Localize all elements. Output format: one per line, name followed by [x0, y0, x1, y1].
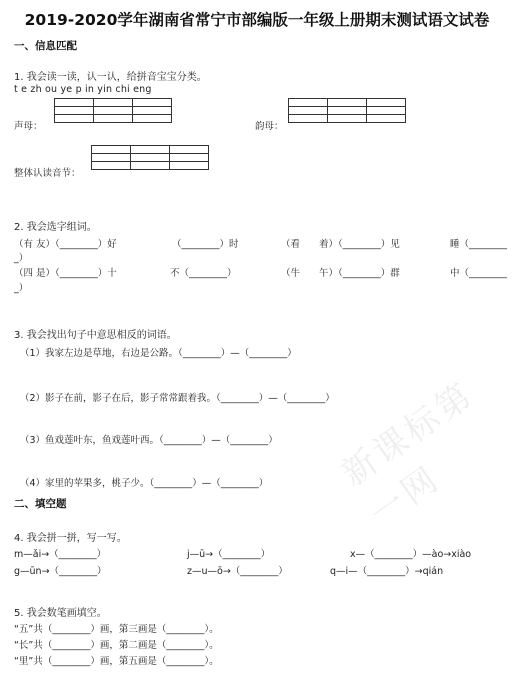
q4-item-6: q—i—（________）→qián	[330, 566, 444, 577]
q2-row1-item2: （________）时	[172, 239, 239, 250]
q2-row1-item4: 睡（________	[450, 239, 508, 250]
question-5-prompt: 5. 我会数笔画填空。	[14, 608, 107, 619]
zhengti-label: 整体认读音节：	[14, 168, 81, 179]
question-2-prompt: 2. 我会选字组词。	[14, 222, 97, 233]
q5-item-3: “里”共（________）画，第五画是（________）。	[14, 656, 219, 667]
question-1-syllables: t e zh ou ye p in yin chi eng	[14, 84, 152, 95]
q3-item-3: （3）鱼戏莲叶东，鱼戏莲叶西。（________）—（________）	[20, 435, 278, 446]
q4-item-2: j—ū→（________）	[187, 549, 271, 560]
q4-item-4: g—ūn→（________）	[14, 566, 107, 577]
q4-item-1: m—ǎi→（________）	[14, 549, 107, 560]
q2-row1-tail: _）	[14, 253, 29, 264]
q5-item-2: “长”共（________）画，第二画是（________）。	[14, 640, 219, 651]
section-heading-1: 一、信息匹配	[14, 40, 77, 52]
q2-row1-item3: （看 着）（________）见	[281, 239, 400, 250]
section-heading-2: 二、填空题	[14, 498, 67, 510]
question-1-prompt: 1. 我会读一读，认一认，给拼音宝宝分类。	[14, 72, 207, 83]
q3-item-2: （2）影子在前，影子在后，影子常常跟着我。（________）—（________）	[20, 393, 335, 404]
yunmu-label: 韵母：	[255, 121, 284, 132]
q2-row2-item3: （牛 午）（________）群	[281, 268, 400, 279]
zhengti-grid	[91, 145, 209, 170]
q2-row2-item4: 中（________	[450, 268, 508, 279]
q3-item-1: （1）我家左边是草地，右边是公路。（________）—（________）	[20, 348, 297, 359]
q4-item-5: z—u—ō→（________）	[187, 566, 288, 577]
q2-row1-item1: （有 友）（________）好	[14, 239, 117, 250]
q2-row2-item1: （四 是）（________）十	[14, 268, 117, 279]
q2-row2-tail: _）	[14, 283, 29, 294]
q2-row2-item2: 不（________）	[170, 268, 237, 279]
question-3-prompt: 3. 我会找出句子中意思相反的词语。	[14, 330, 177, 341]
page-title: 2019-2020学年湖南省常宁市部编版一年级上册期末测试语文试卷	[24, 11, 490, 29]
q4-item-3: x—（________）—ào→xiào	[350, 549, 472, 560]
q3-item-4: （4）家里的苹果多，桃子少。（________）—（________）	[20, 478, 269, 489]
q5-item-1: “五”共（________）画，第三画是（________）。	[14, 624, 219, 635]
shengmu-grid	[54, 98, 172, 123]
shengmu-label: 声母：	[14, 121, 43, 132]
question-4-prompt: 4. 我会拼一拼，写一写。	[14, 533, 127, 544]
watermark: 新课标第一网	[334, 374, 483, 535]
yunmu-grid	[288, 98, 406, 123]
